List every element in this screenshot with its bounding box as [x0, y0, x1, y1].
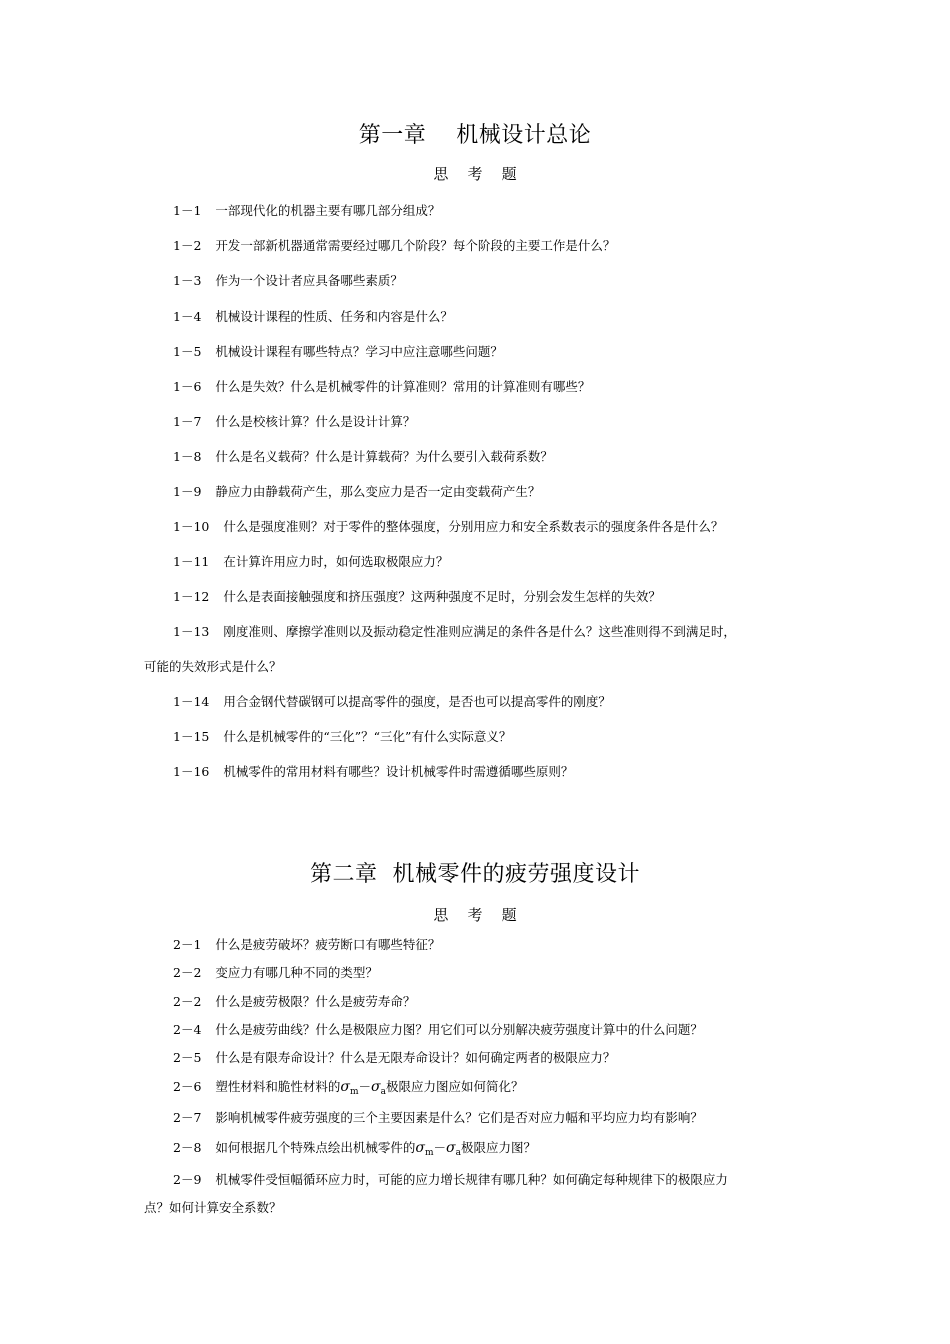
- sigma-m-symbol: $\sigma_m$: [340, 1079, 359, 1097]
- question-1-7: [173, 415, 415, 429]
- question-text: 刚度准则、摩擦学准则以及振动稳定性准则应满足的条件各是什么？这些准则得不到满足时，: [223, 624, 736, 639]
- question-text: 什么是有限寿命设计？什么是无限寿命设计？如何确定两者的极限应力？: [215, 1050, 616, 1065]
- question-number: 1－3: [173, 273, 202, 288]
- sigma-m-symbol: $\sigma_m$: [415, 1140, 434, 1158]
- question-text: 什么是疲劳极限？什么是疲劳寿命？: [215, 994, 416, 1009]
- question-text: 静应力由静载荷产生，那么变应力是否一定由变载荷产生？: [215, 484, 541, 499]
- chapter1-subtitle: 思 考 题: [433, 165, 517, 183]
- question-1-5: [173, 345, 503, 359]
- question-1-6: [173, 380, 590, 394]
- question-1-10: [173, 520, 723, 534]
- question-2-6: [173, 1080, 524, 1099]
- question-text: 一部现代化的机器主要有哪几部分组成？: [215, 203, 441, 218]
- question-number: 2－2: [173, 965, 202, 980]
- question-1-1: [173, 204, 440, 218]
- question-text: 机械设计课程的性质、任务和内容是什么？: [215, 309, 453, 324]
- dash: －: [433, 1140, 447, 1155]
- question-text: 影响机械零件疲劳强度的三个主要因素是什么？它们是否对应力幅和平均应力均有影响？: [215, 1110, 703, 1125]
- question-number: 1－5: [173, 344, 202, 359]
- question-1-12: [173, 590, 661, 604]
- question-2-1: [173, 938, 440, 952]
- question-number: 1－2: [173, 238, 202, 253]
- question-2-9: [173, 1173, 728, 1187]
- question-2-4: [173, 1023, 703, 1037]
- question-1-15: [173, 730, 511, 744]
- question-number: 1－12: [173, 589, 210, 604]
- question-2-9-continuation: 点？如何计算安全系数？: [144, 1200, 282, 1215]
- question-number: 1－8: [173, 449, 202, 464]
- question-1-8: [173, 450, 553, 464]
- question-2-2: [173, 966, 378, 980]
- question-number: 1－11: [173, 554, 210, 569]
- question-text: 开发一部新机器通常需要经过哪几个阶段？每个阶段的主要工作是什么？: [215, 238, 616, 253]
- question-1-2: [173, 239, 615, 253]
- question-text: 什么是表面接触强度和挤压强度？这两种强度不足时，分别会发生怎样的失效？: [223, 589, 661, 604]
- question-number: 1－1: [173, 203, 202, 218]
- chapter2-subtitle: 思 考 题: [433, 906, 517, 924]
- question-text: 什么是疲劳曲线？什么是极限应力图？用它们可以分别解决疲劳强度计算中的什么问题？: [215, 1022, 703, 1037]
- question-1-16: [173, 765, 573, 779]
- sigma-a-symbol: $\sigma_a$: [371, 1079, 386, 1097]
- question-text: 什么是强度准则？对于零件的整体强度，分别用应力和安全系数表示的强度条件各是什么？: [223, 519, 724, 534]
- question-2-5: [173, 1051, 615, 1065]
- question-1-4: [173, 310, 453, 324]
- question-number: 1－10: [173, 519, 210, 534]
- dash: －: [358, 1079, 372, 1094]
- question-2-7: [173, 1111, 703, 1125]
- question-number: 1－13: [173, 624, 210, 639]
- question-number: 1－16: [173, 764, 210, 779]
- question-number: 2－2: [173, 994, 202, 1009]
- question-text: 作为一个设计者应具备哪些素质？: [215, 273, 403, 288]
- question-number: 1－7: [173, 414, 202, 429]
- question-number: 1－15: [173, 729, 210, 744]
- question-number: 2－9: [173, 1172, 202, 1187]
- question-number: 2－7: [173, 1110, 202, 1125]
- question-text: 机械设计课程有哪些特点？学习中应注意哪些问题？: [215, 344, 503, 359]
- question-text: 什么是校核计算？什么是设计计算？: [215, 414, 416, 429]
- question-text: 用合金钢代替碳钢可以提高零件的强度，是否也可以提高零件的刚度？: [223, 694, 611, 709]
- question-1-14: [173, 695, 611, 709]
- question-1-3: [173, 274, 403, 288]
- question-1-13-continuation: 可能的失效形式是什么？: [144, 659, 282, 674]
- question-number: 1－4: [173, 309, 202, 324]
- question-1-11: [173, 555, 448, 569]
- question-text: 什么是名义载荷？什么是计算载荷？为什么要引入载荷系数？: [215, 449, 553, 464]
- question-text: 变应力有哪几种不同的类型？: [215, 965, 378, 980]
- question-number: 2－1: [173, 937, 202, 952]
- question-number: 1－6: [173, 379, 202, 394]
- question-text: 什么是失效？什么是机械零件的计算准则？常用的计算准则有哪些？: [215, 379, 591, 394]
- question-number: 2－8: [173, 1140, 202, 1155]
- question-text-pre: 如何根据几个特殊点绘出机械零件的: [215, 1140, 416, 1155]
- question-text: 机械零件受恒幅循环应力时，可能的应力增长规律有哪几种？如何确定每种规律下的极限应力: [215, 1172, 728, 1187]
- question-number: 2－6: [173, 1079, 202, 1094]
- question-2-3: [173, 995, 415, 1009]
- chapter2-title: 第二章 机械零件的疲劳强度设计: [310, 862, 640, 887]
- question-1-13: [173, 625, 736, 639]
- question-text-post: 极限应力图应如何简化？: [385, 1079, 524, 1094]
- question-number: 2－4: [173, 1022, 202, 1037]
- question-text-post: 极限应力图？: [460, 1140, 536, 1155]
- question-2-8: [173, 1141, 536, 1160]
- question-text: 机械零件的常用材料有哪些？设计机械零件时需遵循哪些原则？: [223, 764, 574, 779]
- question-number: 1－14: [173, 694, 210, 709]
- question-text: 在计算许用应力时，如何选取极限应力？: [223, 554, 449, 569]
- question-text-pre: 塑性材料和脆性材料的: [215, 1079, 341, 1094]
- chapter1-title: 第一章 机械设计总论: [358, 123, 592, 148]
- question-number: 1－9: [173, 484, 202, 499]
- question-text: 什么是疲劳破坏？疲劳断口有哪些特征？: [215, 937, 441, 952]
- sigma-a-symbol: $\sigma_a$: [446, 1140, 461, 1158]
- question-1-9: [173, 485, 540, 499]
- question-text: 什么是机械零件的“三化”？“三化”有什么实际意义？: [223, 729, 512, 744]
- question-number: 2－5: [173, 1050, 202, 1065]
